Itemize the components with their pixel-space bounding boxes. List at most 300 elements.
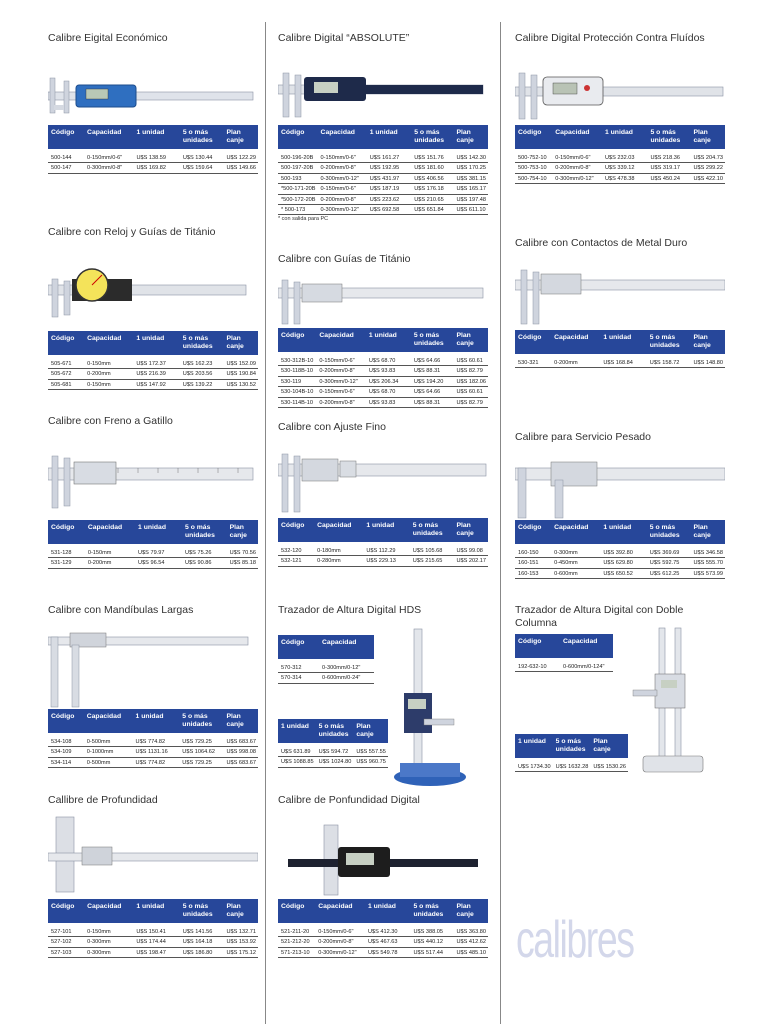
section-ajuste <box>278 421 488 567</box>
table-row <box>515 658 613 672</box>
cell-five-units: U$S 450.24 <box>647 173 690 183</box>
cell-capacity: 0-1000mm <box>84 747 133 757</box>
cell-plan: U$S 182.06 <box>453 376 488 386</box>
cell-plan: U$S 152.09 <box>223 355 258 369</box>
price-table <box>278 328 488 408</box>
table-row <box>48 947 258 957</box>
cell-five-units: U$S 105.68 <box>410 542 454 556</box>
table-row <box>278 376 488 386</box>
cell-code: 500-196-20B <box>278 149 318 163</box>
header-code: Código <box>515 634 560 658</box>
cell-capacity: 0-300mm/0-8" <box>84 163 133 173</box>
cell-five-units: U$S 64.66 <box>411 352 454 366</box>
cell-one-unit: U$S 138.59 <box>133 149 179 163</box>
cell-five-units: U$S 141.56 <box>180 923 224 937</box>
table-header-row <box>278 635 374 659</box>
table-header-row <box>278 719 388 743</box>
cell-one-unit: U$S 1131.16 <box>133 747 180 757</box>
cell-one-unit: U$S 112.29 <box>363 542 409 556</box>
cell-plan: U$S 960.75 <box>353 757 388 767</box>
header-capacity: Capacidad <box>560 634 613 658</box>
cell-plan: U$S 99.08 <box>453 542 488 556</box>
header-five-units: 5 o más unidades <box>647 520 691 544</box>
cell-code: 530-118B-10 <box>278 366 316 376</box>
section-eigital <box>48 32 258 174</box>
cell-capacity: 0-150mm/0-6" <box>552 149 602 163</box>
cell-one-unit: U$S 774.82 <box>133 733 180 747</box>
cell-code: 500-754-10 <box>515 173 552 183</box>
cell-code: 570-312 <box>278 659 319 673</box>
cell-plan: U$S 60.61 <box>453 352 488 366</box>
price-table <box>515 330 725 368</box>
cell-capacity: 0-200mm/0-8" <box>316 366 365 376</box>
price-table <box>48 125 258 174</box>
table-header-row <box>515 734 628 758</box>
header-five-units: 5 o más unidades <box>410 899 453 923</box>
header-five-units: 5 o más unidades <box>411 328 454 352</box>
cell-five-units: U$S 75.26 <box>182 544 227 558</box>
table-row <box>48 163 258 173</box>
header-capacity: Capacidad <box>551 330 600 354</box>
cell-code: 530-104B-10 <box>278 387 316 397</box>
header-one-unit: 1 unidad <box>133 899 179 923</box>
table-row <box>278 923 488 937</box>
header-code: Código <box>278 125 318 149</box>
cell-code: 521-211-20 <box>278 923 315 937</box>
cell-five-units: U$S 90.86 <box>182 558 227 568</box>
cell-capacity: 0-150mm <box>84 355 133 369</box>
column-divider-left <box>265 22 266 1024</box>
section-title: Calibre con Guías de Titánio <box>278 253 411 265</box>
header-five-units: 5 o más unidades <box>179 709 223 733</box>
cell-capacity: 0-200mm <box>85 558 135 568</box>
fine-adjust-caliper-image <box>278 434 488 518</box>
cell-five-units: U$S 194.20 <box>411 376 454 386</box>
cell-capacity: 0-200mm/0-8" <box>315 937 365 947</box>
cell-plan: U$S 197.48 <box>453 194 488 204</box>
cell-capacity: 0-300mm/0-12" <box>319 659 374 673</box>
table-row <box>278 542 488 556</box>
header-plan: Plan canje <box>227 520 258 544</box>
cell-five-units: U$S 186.80 <box>180 947 224 957</box>
header-five-units: 5 o más unidades <box>180 331 224 355</box>
cell-code: 521-212-20 <box>278 937 315 947</box>
header-five-units: 5 o más unidades <box>316 719 354 743</box>
header-five-units: 5 o más unidades <box>647 125 690 149</box>
header-one-unit: 1 unidad <box>133 125 179 149</box>
table-row <box>48 544 258 558</box>
cell-five-units: U$S 158.72 <box>647 354 691 368</box>
cell-capacity: 0-500mm <box>84 757 133 767</box>
cell-plan: U$S 299.22 <box>690 163 725 173</box>
header-code: Código <box>278 518 314 542</box>
cell-plan: U$S 153.92 <box>223 937 258 947</box>
cell-plan: U$S 485.10 <box>453 947 488 957</box>
table-header-row <box>278 328 488 352</box>
cell-capacity: 0-200mm/0-8" <box>316 397 365 407</box>
header-plan: Plan canje <box>353 719 388 743</box>
price-table <box>48 331 258 390</box>
header-five-units: 5 o más unidades <box>180 125 224 149</box>
cell-capacity: 0-180mm <box>314 542 363 556</box>
titanium-caliper-image <box>278 266 488 328</box>
header-one-unit: 1 unidad <box>363 518 409 542</box>
cell-capacity: 0-150mm/0-6" <box>316 352 365 366</box>
cell-capacity: 0-150mm/0-6" <box>318 184 367 194</box>
dial-caliper-image <box>48 239 258 331</box>
table-row <box>278 757 388 767</box>
cell-plan: U$S 611.10 <box>453 205 488 215</box>
cell-one-unit: U$S 774.82 <box>133 757 180 767</box>
table-row <box>48 923 258 937</box>
header-code: Código <box>278 899 315 923</box>
section-pesado <box>515 431 725 579</box>
cell-five-units: U$S 369.69 <box>647 544 691 558</box>
table-row <box>278 387 488 397</box>
cell-five-units: U$S 218.36 <box>647 149 690 163</box>
header-one-unit: 1 unidad <box>135 520 182 544</box>
section-title-line2: Columna <box>515 617 558 629</box>
cell-plan: U$S 573.99 <box>690 568 725 578</box>
header-five-units: 5 o más unidades <box>647 330 691 354</box>
cell-capacity: 0-300mm/0-12" <box>552 173 602 183</box>
cell-capacity: 0-150mm <box>85 544 135 558</box>
cell-plan: U$S 170.25 <box>453 163 488 173</box>
header-code: Código <box>48 520 85 544</box>
table-row <box>278 194 488 204</box>
cell-one-unit: U$S 168.84 <box>600 354 646 368</box>
cell-code: 534-114 <box>48 757 84 767</box>
cell-one-unit: U$S 223.62 <box>367 194 412 204</box>
cell-code: *500-172-20B <box>278 194 318 204</box>
cell-code: 160-153 <box>515 568 551 578</box>
table-header-row <box>515 634 613 658</box>
cell-capacity: 0-300mm <box>84 947 133 957</box>
price-table <box>278 125 488 215</box>
cell-one-unit: U$S 198.47 <box>133 947 179 957</box>
cell-plan: U$S 555.70 <box>690 558 725 568</box>
table-row <box>278 937 488 947</box>
table-row <box>48 149 258 163</box>
price-table <box>48 520 258 569</box>
table-row <box>278 352 488 366</box>
coolant-proof-caliper-image <box>515 45 725 125</box>
table-row <box>278 743 388 757</box>
table-row <box>278 947 488 957</box>
cell-capacity: 0-150mm <box>84 379 133 389</box>
carbide-caliper-image <box>515 250 725 330</box>
heavy-duty-caliper-image <box>515 444 725 520</box>
table-header-row <box>48 709 258 733</box>
section-profundidad <box>48 794 258 958</box>
cell-plan: U$S 149.66 <box>223 163 258 173</box>
cell-capacity: 0-150mm/0-6" <box>318 149 367 163</box>
cell-five-units: U$S 88.31 <box>411 397 454 407</box>
table-row <box>48 757 258 767</box>
catalog-brand-text: calibres <box>516 911 634 969</box>
absolute-caliper-image <box>278 45 488 125</box>
section-title: Callibre de Profundidad <box>48 794 158 806</box>
cell-five-units: U$S 181.60 <box>411 163 453 173</box>
cell-capacity: 0-600mm <box>551 568 600 578</box>
table-row <box>515 544 725 558</box>
cell-one-unit: U$S 629.80 <box>600 558 646 568</box>
table-row <box>515 758 628 772</box>
table-row <box>515 354 725 368</box>
cell-plan: U$S 422.10 <box>690 173 725 183</box>
table-row <box>278 173 488 183</box>
cell-capacity: 0-150mm/0-6" <box>316 387 365 397</box>
section-titanio <box>278 253 488 408</box>
table-row <box>515 558 725 568</box>
table-header-row <box>515 520 725 544</box>
cell-code: *500-171-20B <box>278 184 318 194</box>
cell-five-units: U$S 319.17 <box>647 163 690 173</box>
cell-plan: U$S 130.52 <box>223 379 258 389</box>
header-code: Código <box>278 635 319 659</box>
table-row <box>48 355 258 369</box>
table-header-row <box>48 125 258 149</box>
cell-capacity: 0-600mm/0-24" <box>319 673 374 683</box>
cell-code: 532-121 <box>278 556 314 566</box>
table-row <box>278 366 488 376</box>
cell-plan: U$S 683.67 <box>223 733 258 747</box>
header-plan: Plan canje <box>453 328 488 352</box>
header-plan: Plan canje <box>690 125 725 149</box>
cell-capacity: 0-300mm <box>84 937 133 947</box>
cell-one-unit: U$S 631.89 <box>278 743 316 757</box>
table-header-row <box>48 520 258 544</box>
table-header-row <box>278 899 488 923</box>
header-code: Código <box>515 520 551 544</box>
table-row <box>278 673 374 683</box>
long-jaw-caliper-image <box>48 617 258 709</box>
cell-capacity: 0-200mm <box>551 354 600 368</box>
header-capacity: Capacidad <box>84 331 133 355</box>
section-title: Calibre con Mandíbulas Largas <box>48 604 194 616</box>
section-metal <box>515 237 725 368</box>
table-row <box>48 558 258 568</box>
cell-plan: U$S 204.73 <box>690 149 725 163</box>
table-header-row <box>48 331 258 355</box>
cell-code: 505-681 <box>48 379 84 389</box>
cell-five-units: U$S 729.25 <box>179 733 223 747</box>
cell-one-unit: U$S 187.19 <box>367 184 412 194</box>
header-capacity: Capacidad <box>551 520 600 544</box>
cell-five-units: U$S 517.44 <box>410 947 453 957</box>
cell-plan: U$S 85.18 <box>227 558 258 568</box>
cell-five-units: U$S 215.65 <box>410 556 454 566</box>
header-capacity: Capacidad <box>552 125 602 149</box>
section-title: Calibre Digital “ABSOLUTE” <box>278 32 410 44</box>
table-row <box>515 173 725 183</box>
cell-one-unit: U$S 229.13 <box>363 556 409 566</box>
cell-plan: U$S 412.62 <box>453 937 488 947</box>
header-capacity: Capacidad <box>84 709 133 733</box>
cell-one-unit: U$S 68.70 <box>366 352 411 366</box>
cell-one-unit: U$S 1734.30 <box>515 758 553 772</box>
section-gatillo <box>48 415 258 569</box>
header-one-unit: 1 unidad <box>366 328 411 352</box>
cell-one-unit: U$S 68.70 <box>366 387 411 397</box>
cell-five-units: U$S 729.25 <box>179 757 223 767</box>
table-row <box>515 163 725 173</box>
cell-five-units: U$S 159.64 <box>180 163 224 173</box>
section-title: Calibre para Servicio Pesado <box>515 431 651 443</box>
cell-code: 531-128 <box>48 544 85 558</box>
header-plan: Plan canje <box>690 520 725 544</box>
table-row <box>48 747 258 757</box>
cell-capacity: 0-200mm/0-8" <box>318 194 367 204</box>
cell-plan: U$S 165.17 <box>453 184 488 194</box>
cell-plan: U$S 381.15 <box>453 173 488 183</box>
cell-one-unit: U$S 467.63 <box>365 937 411 947</box>
table-row <box>278 397 488 407</box>
table-row <box>278 659 374 673</box>
cell-capacity: 0-200mm/0-8" <box>318 163 367 173</box>
cell-capacity: 0-200mm/0-8" <box>552 163 602 173</box>
cell-five-units: U$S 203.56 <box>180 369 224 379</box>
cell-capacity: 0-300mm/0-12" <box>316 376 365 386</box>
header-plan: Plan canje <box>453 125 488 149</box>
section-mandibulas <box>48 604 258 768</box>
section-title: Calibre con Reloj y Guías de Titánio <box>48 226 216 238</box>
cell-code: 571-213-10 <box>278 947 315 957</box>
cell-one-unit: U$S 206.34 <box>366 376 411 386</box>
cell-code: 527-102 <box>48 937 84 947</box>
height-gauge-image <box>390 627 470 792</box>
cell-code: 534-109 <box>48 747 84 757</box>
header-one-unit: 1 unidad <box>602 125 648 149</box>
table-header-row <box>278 518 488 542</box>
header-code: Código <box>515 125 552 149</box>
cell-one-unit: U$S 339.12 <box>602 163 648 173</box>
cell-one-unit: U$S 93.83 <box>366 397 411 407</box>
digital-caliper-image <box>48 45 258 125</box>
table-row <box>48 379 258 389</box>
section-doble <box>515 604 735 800</box>
cell-one-unit: U$S 650.52 <box>600 568 646 578</box>
cell-five-units: U$S 406.56 <box>411 173 453 183</box>
cell-one-unit: U$S 96.54 <box>135 558 182 568</box>
header-capacity: Capacidad <box>318 125 367 149</box>
cell-plan: U$S 557.55 <box>353 743 388 757</box>
cell-one-unit: U$S 549.78 <box>365 947 411 957</box>
table-row <box>515 149 725 163</box>
table-row <box>48 369 258 379</box>
cell-plan: U$S 148.80 <box>690 354 725 368</box>
price-table <box>515 520 725 579</box>
cell-one-unit: U$S 79.97 <box>135 544 182 558</box>
cell-code: 530-119 <box>278 376 316 386</box>
cell-five-units: U$S 176.18 <box>411 184 453 194</box>
cell-code: 530-321 <box>515 354 551 368</box>
cell-plan: U$S 683.67 <box>223 757 258 767</box>
cell-capacity: 0-450mm <box>551 558 600 568</box>
header-plan: Plan canje <box>223 125 258 149</box>
price-table <box>515 734 628 772</box>
cell-code: 500-193 <box>278 173 318 183</box>
price-table <box>515 125 725 184</box>
header-capacity: Capacidad <box>84 899 133 923</box>
section-title: Trazador de Altura Digital HDS <box>278 604 422 616</box>
cell-capacity: 0-500mm <box>84 733 133 747</box>
table-row <box>278 184 488 194</box>
cell-one-unit: U$S 192.95 <box>367 163 412 173</box>
cell-capacity: 0-300mm/0-12" <box>315 947 365 957</box>
table-row <box>48 937 258 947</box>
section-title-line1: Trazador de Altura Digital con Doble <box>515 604 684 616</box>
header-one-unit: 1 unidad <box>600 330 646 354</box>
table-header-row <box>515 125 725 149</box>
header-plan: Plan canje <box>590 734 628 758</box>
cell-five-units: U$S 88.31 <box>411 366 454 376</box>
price-table <box>48 899 258 958</box>
header-one-unit: 1 unidad <box>365 899 411 923</box>
table-footnote: * con salida para PC <box>278 216 329 223</box>
cell-code: 570-314 <box>278 673 319 683</box>
code-table <box>515 634 613 672</box>
cell-capacity: 0-150mm/0-6" <box>315 923 365 937</box>
header-five-units: 5 o más unidades <box>410 518 454 542</box>
header-one-unit: 1 unidad <box>515 734 553 758</box>
section-hds <box>278 604 498 787</box>
table-row <box>278 163 488 173</box>
cell-one-unit: U$S 431.97 <box>367 173 412 183</box>
cell-five-units: U$S 440.12 <box>410 937 453 947</box>
header-plan: Plan canje <box>690 330 725 354</box>
header-code: Código <box>48 125 84 149</box>
cell-plan: U$S 175.12 <box>223 947 258 957</box>
cell-one-unit: U$S 232.03 <box>602 149 648 163</box>
cell-plan: U$S 202.17 <box>453 556 488 566</box>
cell-one-unit: U$S 692.58 <box>367 205 412 215</box>
header-one-unit: 1 unidad <box>133 331 179 355</box>
header-capacity: Capacidad <box>84 125 133 149</box>
cell-code: 527-103 <box>48 947 84 957</box>
cell-capacity: 0-150mm <box>84 923 133 937</box>
cell-code: 500-752-10 <box>515 149 552 163</box>
price-table <box>278 899 488 958</box>
cell-five-units: U$S 210.65 <box>411 194 453 204</box>
cell-five-units: U$S 388.05 <box>410 923 453 937</box>
table-row <box>278 205 488 215</box>
cell-plan: U$S 82.79 <box>453 397 488 407</box>
section-title: Calibre Eigital Económico <box>48 32 168 44</box>
cell-plan: U$S 998.08 <box>223 747 258 757</box>
cell-capacity: 0-200mm <box>84 369 133 379</box>
cell-one-unit: U$S 161.27 <box>367 149 412 163</box>
cell-code: 500-753-10 <box>515 163 552 173</box>
cell-capacity: 0-600mm/0-124" <box>560 658 613 672</box>
header-code: Código <box>48 331 84 355</box>
cell-code: 500-147 <box>48 163 84 173</box>
header-one-unit: 1 unidad <box>278 719 316 743</box>
header-one-unit: 1 unidad <box>367 125 412 149</box>
header-plan: Plan canje <box>453 899 488 923</box>
cell-plan: U$S 132.71 <box>223 923 258 937</box>
table-row <box>278 149 488 163</box>
cell-five-units: U$S 1632.28 <box>553 758 591 772</box>
section-title: Calibre de Ponfundidad Digital <box>278 794 420 806</box>
cell-one-unit: U$S 392.80 <box>600 544 646 558</box>
cell-plan: U$S 82.79 <box>453 366 488 376</box>
cell-capacity: 0-300mm <box>551 544 600 558</box>
cell-one-unit: U$S 478.38 <box>602 173 648 183</box>
header-five-units: 5 o más unidades <box>182 520 227 544</box>
cell-five-units: U$S 162.23 <box>180 355 224 369</box>
table-row <box>515 568 725 578</box>
